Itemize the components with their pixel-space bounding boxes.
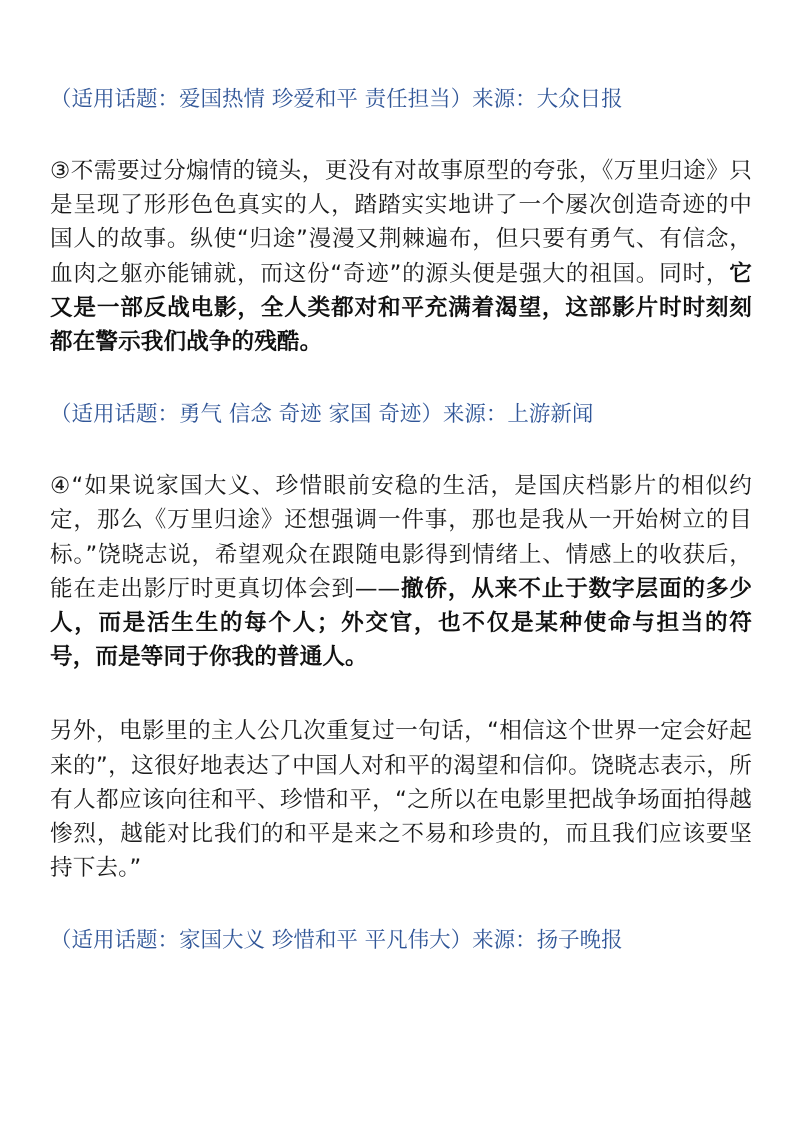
topic-source-tag: （适用话题：爱国热情 珍爱和平 责任担当）来源：大众日报 <box>50 87 623 112</box>
paragraph-3-text: ③不需要过分煽情的镜头，更没有对故事原型的夸张，《万里归途》只是呈现了形形色色真实的人，踏踏实实地讲了一个屡次创造奇迹的中国人的故事。纵使“归途”漫漫又荆棘遍布，但只要有勇气、有信念，血肉之躯亦能铺就，而这份“奇迹”的源头便是强大的祖国。同时， <box>50 158 752 287</box>
article-page <box>50 84 752 957</box>
spacer <box>50 116 752 154</box>
paragraph-3 <box>50 154 752 359</box>
topic-source-tag: （适用话题：勇气 信念 奇迹 家国 奇迹）来源：上游新闻 <box>50 402 594 428</box>
spacer <box>50 674 752 714</box>
paragraph-3-emphasis: 它又是一部反战电影，全人类都对和平充满着渴望，这部影片时时刻刻都在警示我们战争的残酷。 <box>50 260 752 356</box>
paragraph-4-text: ④“如果说家国大义、珍惜眼前安稳的生活，是国庆档影片的相似约定，那么《万里归途》还想强调一件事，那也是我从一开始树立的目标。”饶晓志说，希望观众在跟随电影得到情绪上、情感上的收获后，能在走出影厅时更真切体会到—— <box>50 473 752 602</box>
paragraph-5 <box>50 714 752 885</box>
spacer <box>50 359 752 399</box>
topic-source-tag: （适用话题：家国大义 珍惜和平 平凡伟大）来源：扬子晚报 <box>50 928 623 954</box>
paragraph-4 <box>50 469 752 674</box>
spacer <box>50 885 752 925</box>
paragraph-5-text: 另外，电影里的主人公几次重复过一句话，“相信这个世界一定会好起来的”，这很好地表达了中国人对和平的渴望和信仰。饶晓志表示，所有人都应该向往和平、珍惜和平，“之所以在电影里把战争场面拍得越惨烈，越能对比我们的和平是来之不易和珍贵的，而且我们应该要坚持下去。” <box>50 718 752 882</box>
spacer <box>50 431 752 469</box>
paragraph-4-emphasis: 撤侨，从来不止于数字层面的多少人，而是活生生的每个人；外交官，也不仅是某种使命与担当的符号，而是等同于你我的普通人。 <box>50 575 753 671</box>
